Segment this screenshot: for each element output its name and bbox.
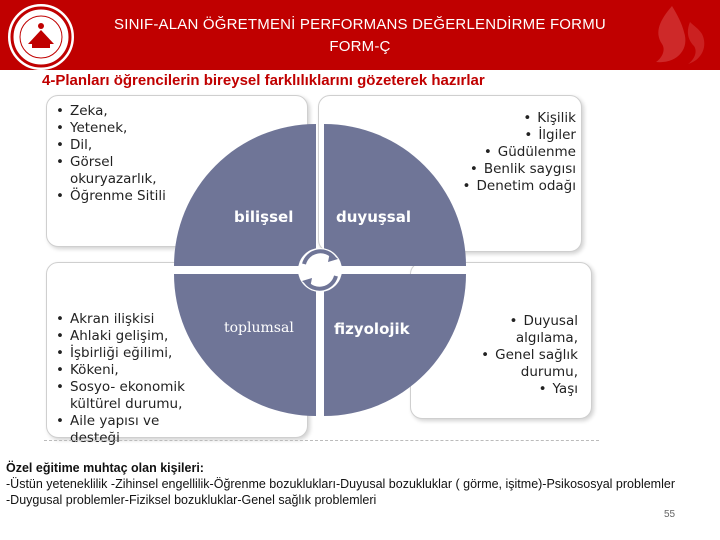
header-title-line1: SINIF-ALAN ÖĞRETMENİ PERFORMANS DEĞERLENDİRME FORMU [114, 16, 606, 33]
meb-logo-icon [8, 4, 74, 70]
list-item: • Zeka, [56, 103, 181, 120]
quadrant-bottom-right [324, 274, 466, 416]
list-item: • Yetenek, [56, 120, 181, 137]
notes-line-2: -Duygusal problemler-Fiziksel bozukluklar-Genel sağlık problemleri [6, 493, 377, 507]
header-title [110, 14, 610, 58]
list-physiological [474, 313, 578, 398]
page-number: 55 [664, 509, 676, 520]
list-item: • Akran ilişkisi [56, 311, 196, 328]
list-item: • Duyusal algılama, [474, 313, 578, 347]
quadrant-label-affective: duyuşsal [336, 208, 411, 226]
list-item: • Aile yapısı ve desteği [56, 413, 196, 447]
list-item: • Görsel okuryazarlık, [56, 154, 181, 188]
cycle-arrows-icon [298, 248, 342, 292]
quadrant-label-social: toplumsal [224, 320, 294, 336]
list-item: • Genel sağlık durumu, [474, 347, 578, 381]
list-item: • Kökeni, [56, 362, 196, 379]
flame-decoration-icon [632, 2, 712, 68]
list-item: • Kişilik [450, 110, 576, 127]
section-subtitle: 4-Planları öğrencilerin bireysel farklılıklarını gözeterek hazırlar [42, 72, 485, 89]
list-item: • Yaşı [474, 381, 578, 398]
header-title-line2: FORM-Ç [329, 38, 391, 55]
list-item: • Güdülenme [450, 144, 576, 161]
quadrant-top-left [174, 124, 316, 266]
list-item: • Ahlaki gelişim, [56, 328, 196, 345]
quadrant-label-physiological: fizyolojik [334, 320, 410, 338]
list-item: • Öğrenme Sitili [56, 188, 181, 205]
quadrant-label-cognitive: bilişsel [234, 208, 294, 226]
list-item: • Denetim odağı [450, 178, 576, 195]
quadrant-top-right [324, 124, 466, 266]
notes-heading: Özel eğitime muhtaç olan kişileri: [6, 461, 204, 475]
quadrant-bottom-left [174, 274, 316, 416]
list-item: • İlgiler [450, 127, 576, 144]
bottom-notes [6, 460, 706, 508]
divider-line [44, 440, 599, 441]
list-cognitive [56, 103, 181, 205]
list-item: • Sosyo- ekonomik kültürel durumu, [56, 379, 196, 413]
header-bar [0, 0, 720, 70]
list-item: • Dil, [56, 137, 181, 154]
list-item: • İşbirliği eğilimi, [56, 345, 196, 362]
quadrant-circle-diagram [170, 120, 470, 420]
notes-line-1: -Üstün yeteneklilik -Zihinsel engellilik-Öğrenme bozuklukları-Duyusal bozukluklar ( görme, işitme)-Psikososyal problemler [6, 477, 675, 491]
list-item: • Benlik saygısı [450, 161, 576, 178]
